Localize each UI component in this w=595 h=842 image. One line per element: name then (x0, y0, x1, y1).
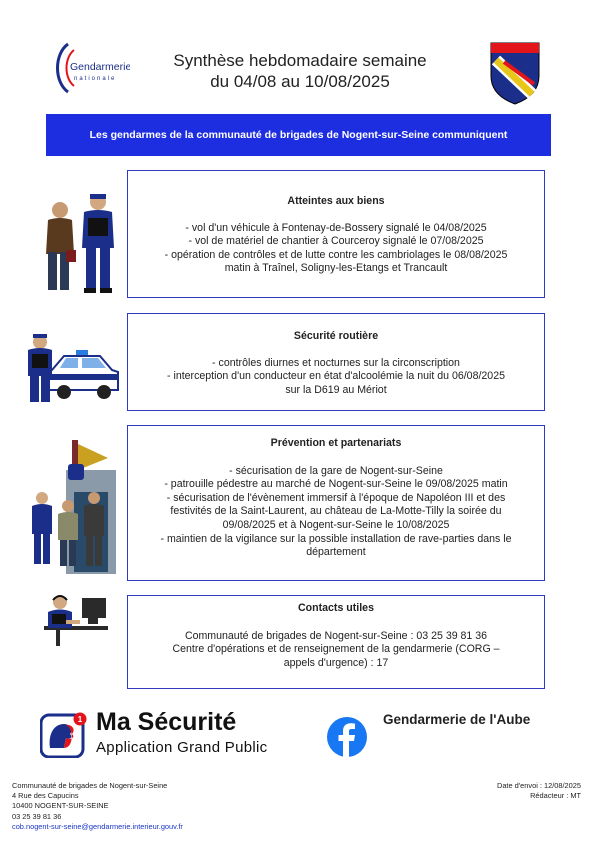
list-item: - vol de matériel de chantier à Courceroy signalé le 07/08/2025 (188, 235, 484, 248)
list-item: - sécurisation de la gare de Nogent-sur-Seine (229, 464, 443, 477)
page-title: Synthèse hebdomadaire semaine du 04/08 au 10/08/2025 (173, 51, 427, 91)
list-item: Centre d'opérations et de renseignement de la gendarmerie (CORG – appels d'urgence) : 17 (172, 643, 500, 669)
list-item: - sécurisation de l'évènement immersif à l'époque de Napoléon III et des festivités de la Saint-Laurent, au château de La-Motte-Tilly la soirée du 09/08/2025 et à Nogent-sur-Seine le 10/08/2025 (166, 491, 506, 531)
section-title: Sécurité routière (293, 330, 379, 342)
list-item: - vol d'un véhicule à Fontenay-de-Bossery signalé le 04/08/2025 (185, 221, 487, 234)
officers-arrest-illustration (38, 190, 120, 301)
contact-desk-illustration (36, 592, 110, 651)
list-item: - interception d'un conducteur en état d'alcoolémie la nuit du 06/08/2025 sur la D619 au Mériot (167, 370, 505, 396)
section-prevention (127, 425, 545, 581)
ma-securite-app-icon[interactable] (40, 712, 88, 758)
send-date: Date d'envoi : 12/08/2025 (496, 781, 581, 790)
section-road-safety (127, 313, 545, 411)
section-title: Prévention et partenariats (270, 437, 402, 449)
list-item: - patrouille pédestre au marché de Nogent-sur-Seine le 09/08/2025 matin (164, 478, 508, 491)
footer-address: Communauté de brigades de Nogent-sur-Seine 4 Rue des Capucins 10400 NOGENT-SUR-SEINE 03 25 39 81 36 cob.nogent-sur-seine@gendarmerie.interieur.gouv.fr (12, 781, 183, 831)
author: Rédacteur : MT (530, 791, 581, 801)
list-item: - opération de contrôles et de lutte contre les cambriolages le 08/08/2025 matin à Traînel, Soligny-les-Etangs et Trancault (164, 248, 508, 275)
list-item: - contrôles diurnes et nocturnes sur la circonscription (212, 356, 460, 369)
road-safety-illustration (14, 330, 122, 411)
facebook-icon[interactable] (327, 717, 367, 757)
section-property-crimes (127, 170, 545, 298)
logo-text-bottom: nationale (74, 76, 117, 82)
section-contacts (127, 595, 545, 689)
app-subtitle: Application Grand Public (96, 739, 268, 756)
facebook-page-label[interactable]: Gendarmerie de l'Aube (383, 712, 531, 727)
section-title: Atteintes aux biens (287, 195, 385, 207)
prevention-illustration (28, 440, 120, 581)
app-title: Ma Sécurité (96, 708, 237, 736)
app-badge: 1 (77, 715, 83, 724)
footer-email-link[interactable]: cob.nogent-sur-seine@gendarmerie.interieur.gouv.fr (12, 821, 183, 831)
list-item: Communauté de brigades de Nogent-sur-Seine : 03 25 39 81 36 (184, 629, 488, 642)
logo-text-top: Gendarmerie (70, 61, 130, 73)
footer-meta (497, 781, 581, 801)
list-item: - maintien de la vigilance sur la possible installation de rave-parties dans le département (160, 532, 512, 559)
header-banner: Les gendarmes de la communauté de brigades de Nogent-sur-Seine communiquent (46, 114, 551, 156)
aube-crest-logo (488, 40, 542, 106)
section-title: Contacts utiles (298, 602, 374, 614)
gendarmerie-logo (52, 40, 130, 96)
